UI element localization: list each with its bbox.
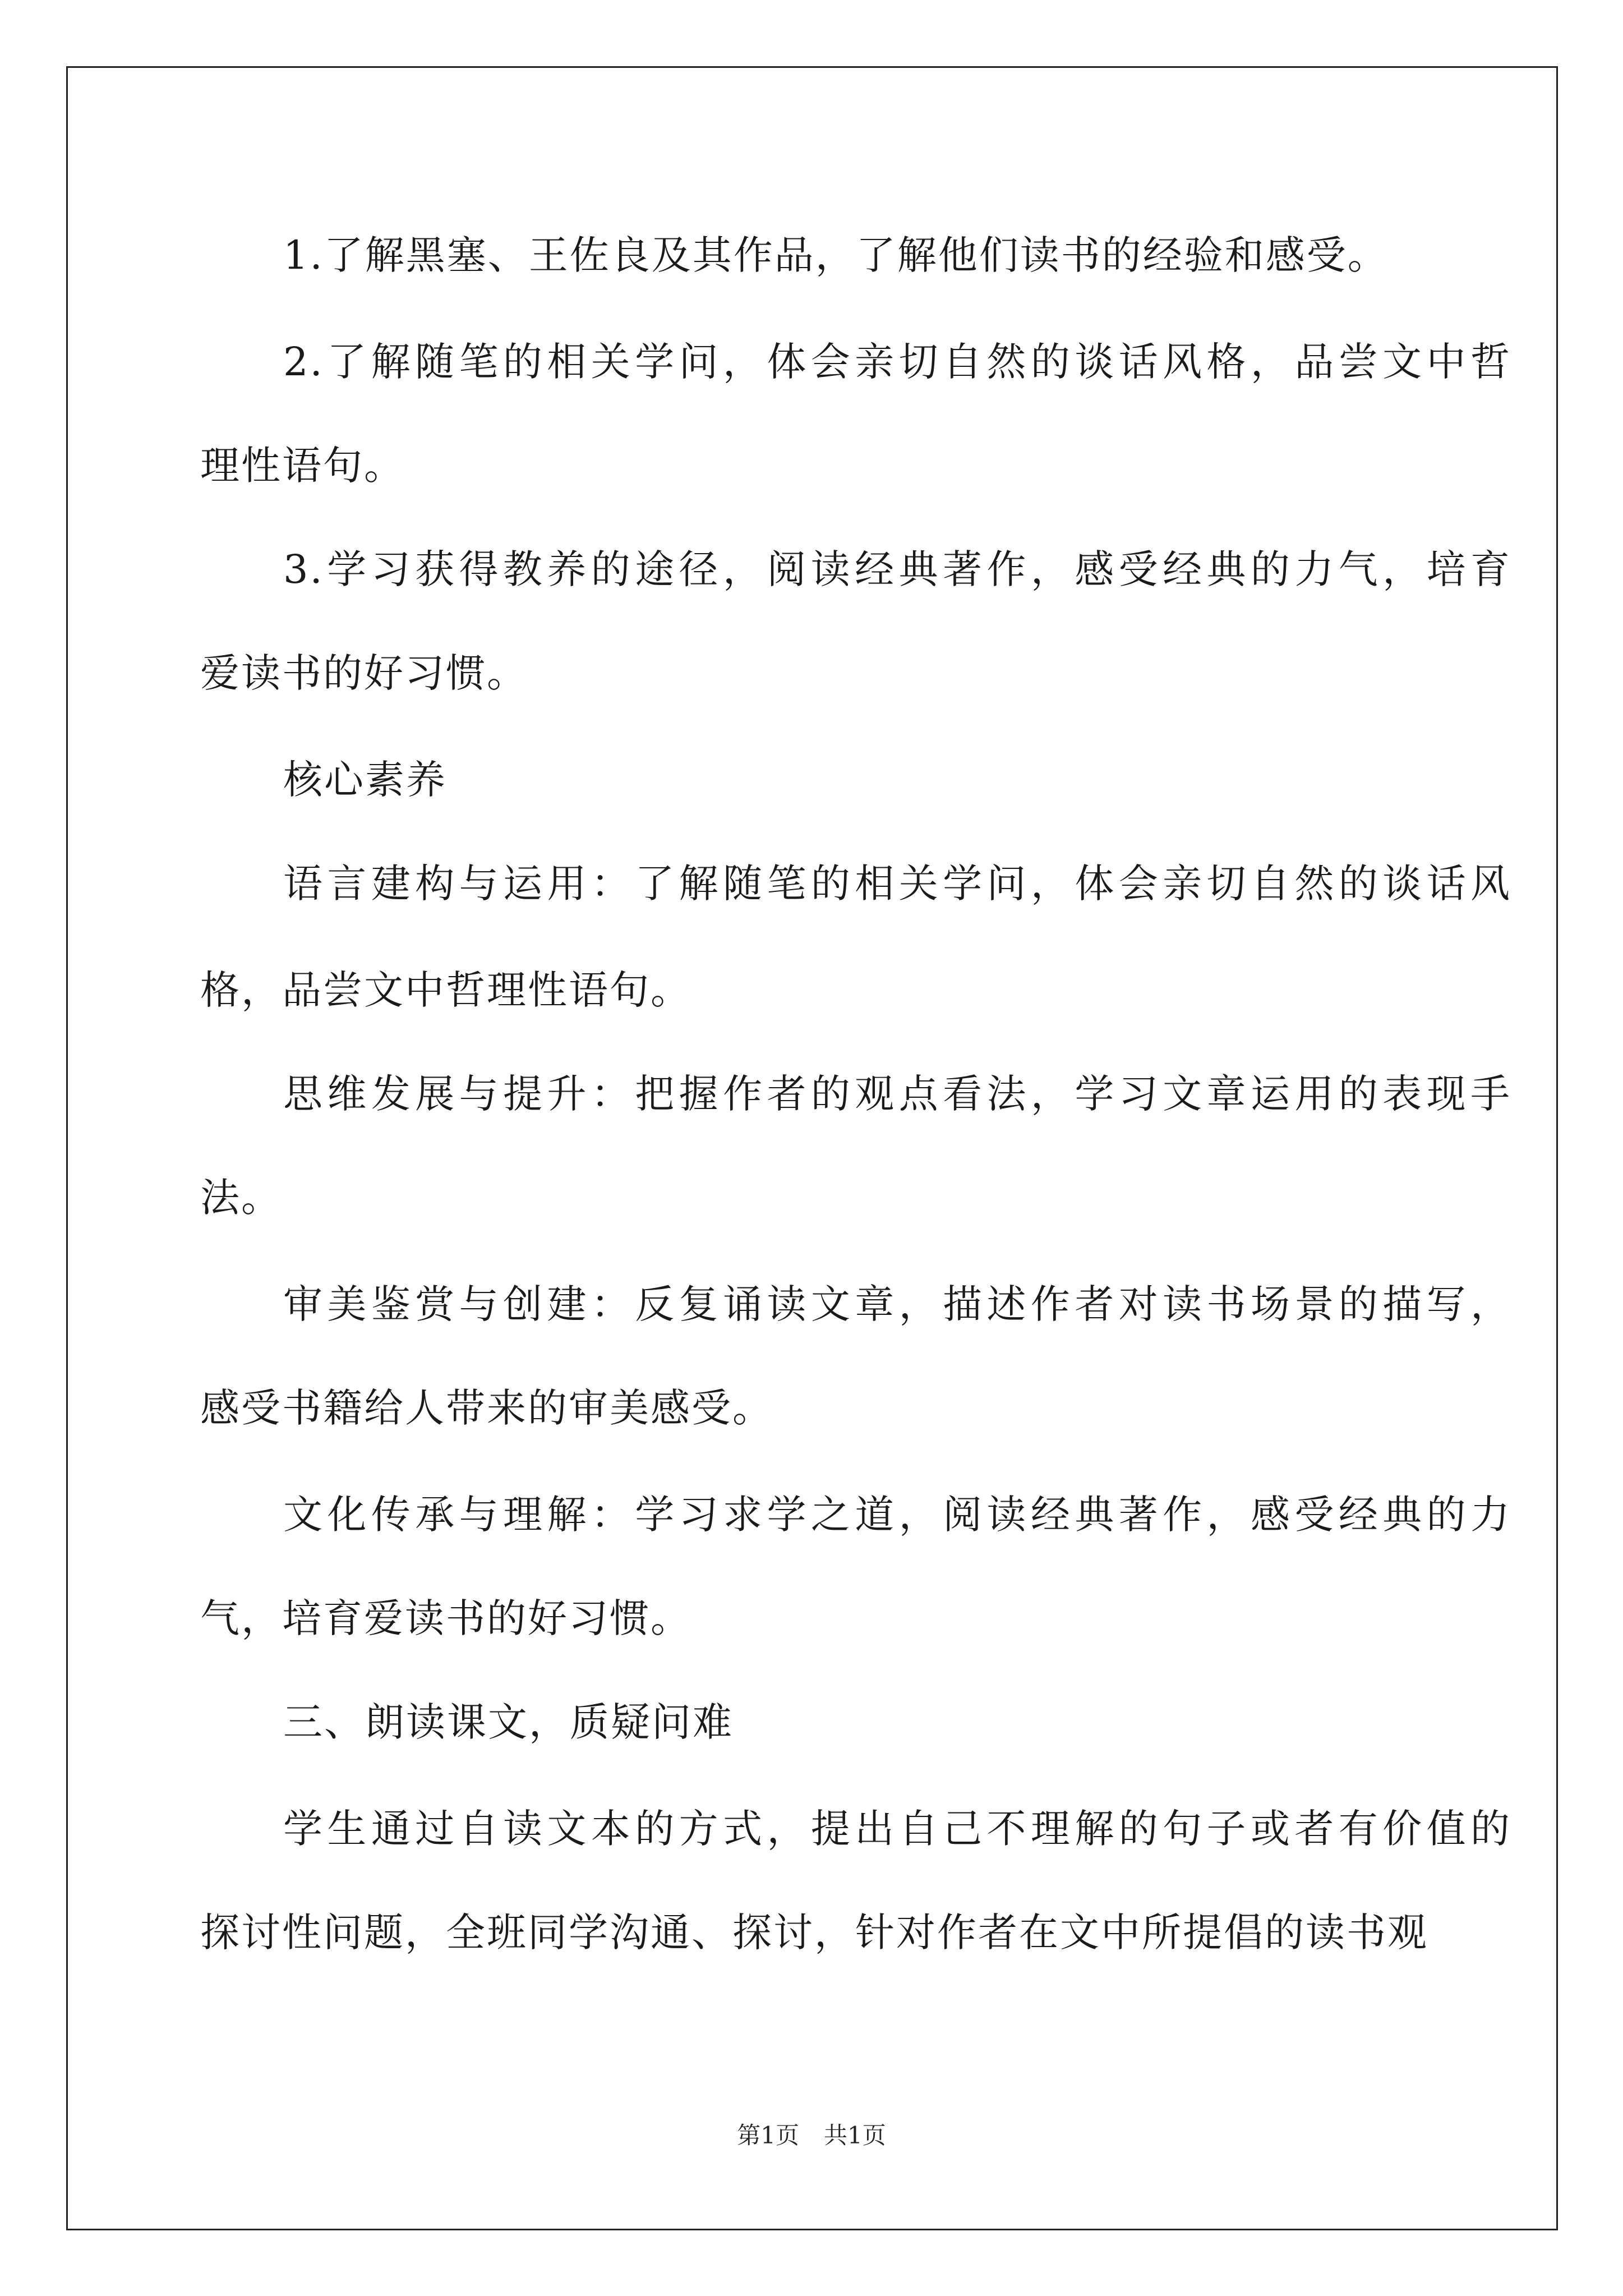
literacy-aesthetics-line-2: 感受书籍给人带来的审美感受。 [200,1385,773,1431]
section-heading-reading: 三、朗读课文，质疑问难 [283,1699,734,1745]
section-heading-core-literacy: 核心素养 [283,757,447,803]
objective-2-line-2: 理性语句。 [200,443,405,489]
objective-3-line-2: 爱读书的好习惯。 [200,650,528,696]
literacy-language-line-1: 语言建构与运用：了解随笔的相关学问，体会亲切自然的谈话风 [283,861,1511,907]
literacy-language-line-2: 格，品尝文中哲理性语句。 [200,967,691,1013]
literacy-thinking-line-2: 法。 [200,1175,282,1221]
objective-3-line-1: 3.学习获得教养的途径，阅读经典著作，感受经典的力气，培育 [283,546,1511,592]
page-footer [0,2119,1623,2152]
literacy-thinking-line-1: 思维发展与提升：把握作者的观点看法，学习文章运用的表现手 [283,1071,1511,1117]
literacy-culture-line-1: 文化传承与理解：学习求学之道，阅读经典著作，感受经典的力 [283,1492,1511,1538]
reading-paragraph-line-2: 探讨性问题，全班同学沟通、探讨，针对作者在文中所提倡的读书观 [200,1910,1428,1955]
literacy-aesthetics-line-1: 审美鉴赏与创建：反复诵读文章，描述作者对读书场景的描写， [283,1281,1511,1327]
literacy-culture-line-2: 气，培育爱读书的好习惯。 [200,1595,691,1641]
reading-paragraph-line-1: 学生通过自读文本的方式，提出自己不理解的句子或者有价值的 [283,1806,1511,1852]
objective-2-line-1: 2.了解随笔的相关学问，体会亲切自然的谈话风格，品尝文中哲 [283,339,1511,385]
page-total: 共1页 [824,2122,886,2149]
page-number: 第1页 [737,2122,799,2149]
objective-1: 1.了解黑塞、王佐良及其作品，了解他们读书的经验和感受。 [283,232,1389,278]
